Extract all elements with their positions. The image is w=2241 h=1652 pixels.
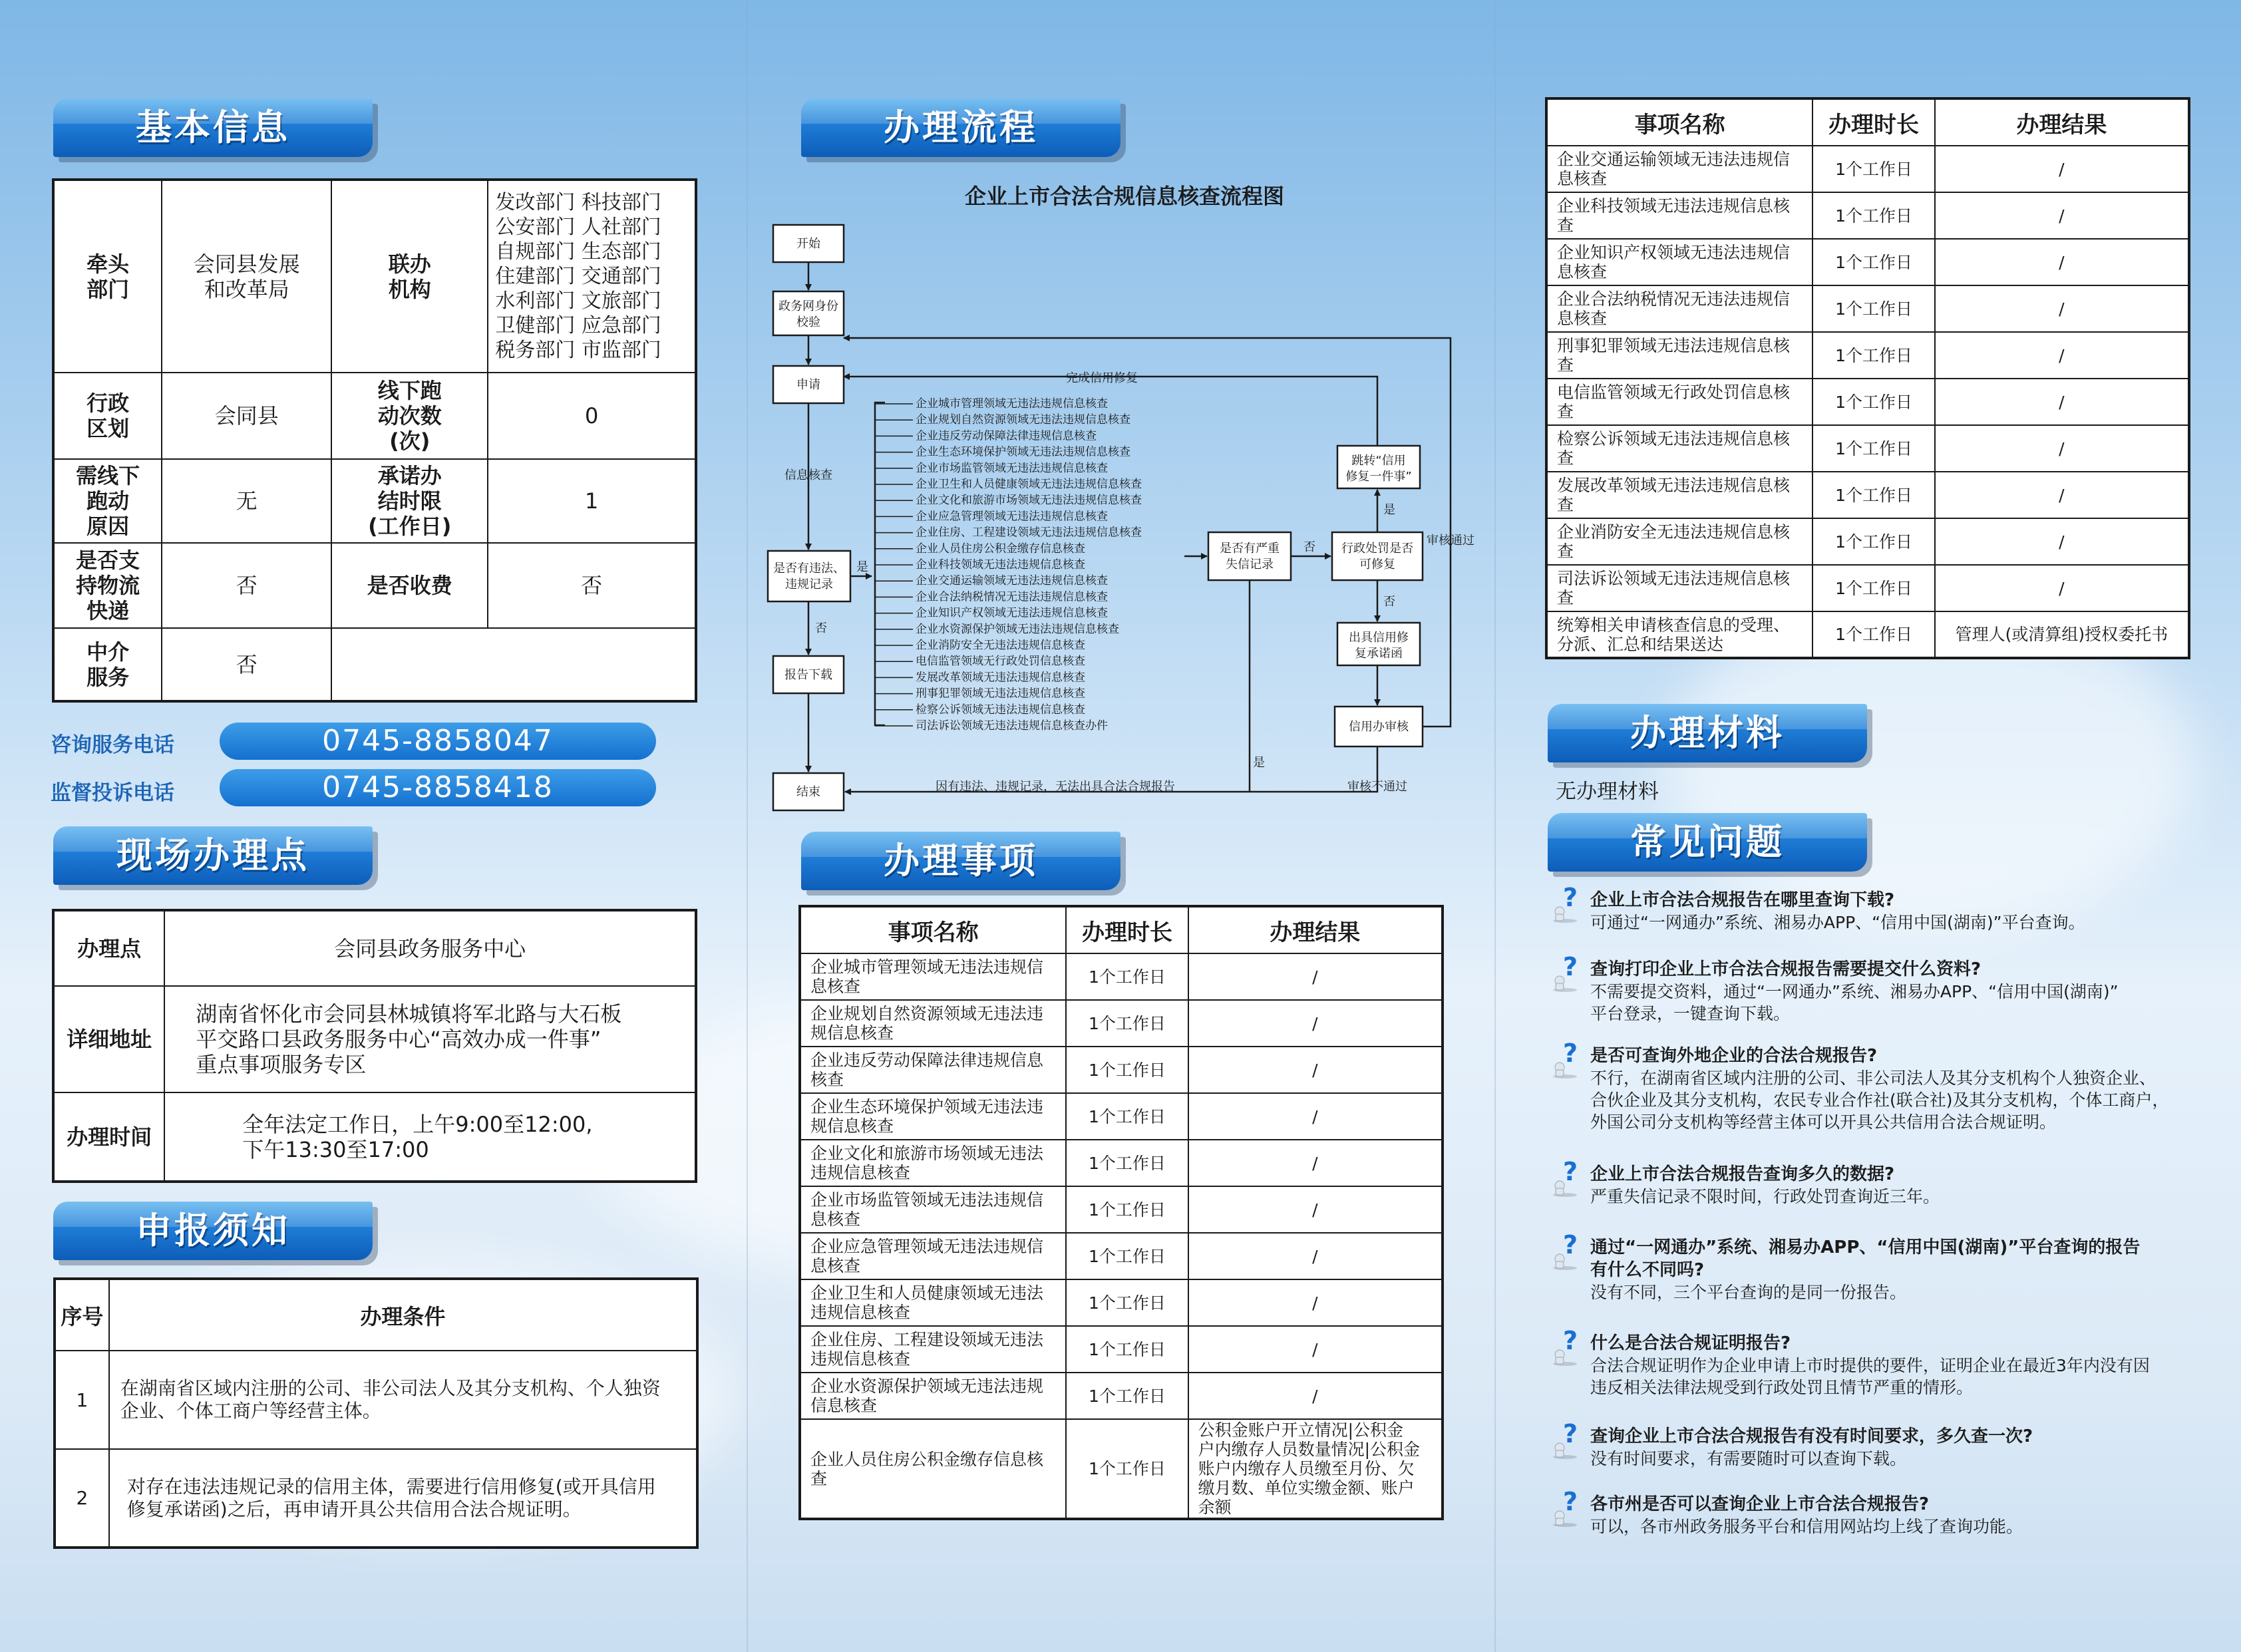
matter-time: 1个工作日 [1066,1047,1188,1093]
consult-phone-label: 咨询服务电话 [51,733,174,757]
matter-time: 1个工作日 [1812,192,1934,239]
flow-text-yes3: 是 [1253,756,1265,770]
faq-item [1550,1490,2216,1538]
matter-name: 企业卫生和人员健康领域无违法 违规信息核查 [800,1279,1066,1326]
faq-answer: 没有不同，三个平台查询的是同一份报告。 [1590,1283,1907,1302]
logistics-label: 是否支 持物流 快递 [53,543,162,628]
empty-cell [331,628,696,701]
matter-result: / [1935,285,2189,332]
faq-question: 各市州是否可以查询企业上市合法合规报告? [1590,1494,1930,1514]
svg-text:?: ? [1562,1422,1578,1448]
svg-text:?: ? [1562,1234,1578,1259]
matter-name: 企业生态环境保护领域无违法违 规信息核查 [800,1093,1066,1140]
faq-answer: 没有时间要求，有需要随时可以查询下载。 [1590,1449,1907,1468]
flow-text-promise2: 复承诺函 [1355,647,1403,661]
flow-check-item: 企业规划自然资源领域无违法违规信息核查 [916,413,1130,427]
section-title-materials: 办理材料 [1548,704,1867,762]
matter-result: / [1935,565,2189,611]
table-row [1546,332,2189,379]
materials-text: 无办理材料 [1556,780,1659,804]
flow-text-yes: 是 [856,560,868,574]
table-row [800,1140,1443,1186]
flow-check-item: 司法诉讼领域无违法违规信息核查办件 [916,719,1108,733]
matter-result: / [1188,1279,1443,1326]
notice-row-cond: 对存在违法违规记录的信用主体，需要进行信用修复(或开具信用 修复承诺函)之后，再申请开具公共信用合法合规证明。 [109,1449,697,1548]
table-row [800,1326,1443,1373]
table-row [1546,379,2189,425]
faq-question: 是否可查询外地企业的合法合规报告? [1590,1046,1878,1066]
table-row [1546,472,2189,518]
matter-name: 刑事犯罪领域无违法违规信息核 查 [1546,332,1812,379]
notice-table [53,1277,699,1549]
flow-text-check: 信息核查 [784,468,832,482]
matter-time: 1个工作日 [1812,425,1934,472]
flow-check-item: 企业应急管理领域无违法违规信息核查 [916,510,1108,524]
matters-table [798,905,1444,1520]
svg-text:?: ? [1562,1490,1578,1516]
flow-text-end-note: 因有违法、违规记录，无法出具合法合规报告 [936,780,1175,794]
flow-text-q3a: 行政处罚是否 [1341,542,1413,556]
faq-answer: 合法合规证明作为企业申请上市时提供的要件，证明企业在最近3年内没有因 违反相关法律法规受到行政处罚且情节严重的情形。 [1590,1356,2150,1397]
flow-check-item: 企业生态环境保护领域无违法违规信息核查 [916,445,1130,459]
matter-name: 企业合法纳税情况无违法违规信 息核查 [1546,285,1812,332]
matter-time: 1个工作日 [1066,1233,1188,1279]
matter-name: 企业违反劳动保障法律违规信息 核查 [800,1047,1066,1093]
matter-result: / [1935,332,2189,379]
lead-dept-label: 牵头 部门 [53,180,162,373]
matters2-col-name: 事项名称 [1546,98,1812,146]
matters-col-result: 办理结果 [1188,906,1443,953]
visits-label: 线下跑 动次数 (次) [331,373,488,459]
matter-name: 企业规划自然资源领域无违法违 规信息核查 [800,1000,1066,1047]
site-address-value: 湖南省怀化市会同县林城镇将军北路与大石板 平交路口县政务服务中心“高效办成一件事” 重点事项服务专区 [164,986,696,1092]
matter-name: 检察公诉领域无违法违规信息核 查 [1546,425,1812,472]
flow-check-item: 企业城市管理领域无违法违规信息核查 [916,397,1108,411]
flow-check-item: 企业违反劳动保障法律违规信息核查 [916,429,1097,443]
flow-text-review-fail: 审核不通过 [1347,780,1407,794]
faq-answer: 不需要提交资料，通过“一网通办”系统、湘易办APP、“信用中国(湖南)” 平台登录，一键查询下载。 [1590,982,2119,1023]
matter-name: 司法诉讼领域无违法违规信息核 查 [1546,565,1812,611]
matter-time: 1个工作日 [1066,953,1188,1000]
agency-value: 否 [162,628,331,701]
faq-item [1550,1042,2216,1133]
notice-row-no: 2 [55,1449,109,1548]
flow-text-review-pass: 审核通过 [1427,534,1474,548]
matters2-col-result: 办理结果 [1935,98,2189,146]
matter-name: 企业人员住房公积金缴存信息核 查 [800,1419,1066,1519]
table-row [800,1279,1443,1326]
notice-col-no: 序号 [55,1279,109,1351]
onsite-table [52,909,697,1183]
table-row [800,1233,1443,1279]
table-row [1546,518,2189,565]
question-icon [1550,955,1584,993]
matter-result: / [1935,146,2189,192]
table-row [1546,239,2189,285]
matter-result: / [1188,1093,1443,1140]
flow-text-yes2: 是 [1383,503,1395,517]
section-title-onsite: 现场办理点 [53,826,373,885]
region-value: 会同县 [162,373,331,459]
faq-question: 查询企业上市合法合规报告有没有时间要求，多久查一次? [1590,1426,2033,1446]
limit-value: 1 [488,459,696,543]
table-row [1546,425,2189,472]
faq-item [1550,955,2216,1025]
reason-value: 无 [162,459,331,543]
flow-text-promise1: 出具信用修 [1349,631,1409,645]
matter-name: 企业科技领域无违法违规信息核 查 [1546,192,1812,239]
matter-result: / [1188,1000,1443,1047]
flow-check-item: 企业合法纳税情况无违法违规信息核查 [916,590,1108,604]
faq-question: 查询打印企业上市合法合规报告需要提交什么资料? [1590,959,1982,979]
fold-line-1 [747,0,748,1652]
matter-name: 企业应急管理领域无违法违规信 息核查 [800,1233,1066,1279]
svg-text:?: ? [1562,1329,1578,1355]
question-icon [1550,1329,1584,1367]
matter-result: / [1188,1326,1443,1373]
flow-check-item: 企业人员住房公积金缴存信息核查 [916,542,1085,556]
flow-check-item: 发展改革领域无违法违规信息核查 [916,671,1085,685]
matter-result: 管理人(或清算组)授权委托书 [1935,611,2189,658]
matter-time: 1个工作日 [1812,146,1934,192]
faq-item [1550,1160,2216,1208]
question-icon [1550,1234,1584,1271]
matter-time: 1个工作日 [1812,472,1934,518]
matter-name: 统筹相关申请核查信息的受理、 分派、汇总和结果送达 [1546,611,1812,658]
lead-dept-value: 会同县发展 和改革局 [162,180,331,373]
matter-name: 电信监管领域无行政处罚信息核 查 [1546,379,1812,425]
faq-answer: 不行，在湖南省区域内注册的公司、非公司法人及其分支机构个人独资企业、 合伙企业及其分支机构，农民专业合作社(联合社)及其分支机构，个体工商户， 外国公司分支机构等经营主体可以开具公共信用合法合规证明。 [1590,1069,2169,1132]
flow-text-verify1: 政务网身份 [778,299,838,313]
table-row [1546,192,2189,239]
faq-answer: 可通过“一网通办”系统、湘易办APP、“信用中国(湖南)”平台查询。 [1590,913,2085,932]
fee-label: 是否收费 [331,543,488,628]
faq-item [1550,886,2216,933]
agency-label: 中介 服务 [53,628,162,701]
flow-check-item: 企业卫生和人员健康领域无违法违规信息核查 [916,478,1142,491]
matter-result: / [1188,1140,1443,1186]
matter-name: 企业城市管理领域无违法违规信 息核查 [800,953,1066,1000]
flow-text-jump1: 跳转“信用 [1351,454,1406,468]
flow-text-apply: 申请 [796,378,820,392]
visits-value: 0 [488,373,696,459]
flow-check-item: 企业科技领域无违法违规信息核查 [916,558,1085,572]
table-row [800,1000,1443,1047]
matter-time: 1个工作日 [1066,1279,1188,1326]
question-icon [1550,1422,1584,1460]
flow-text-q1a: 是否有违法、 [773,562,845,576]
faq-item [1550,1329,2216,1399]
matters-col-name: 事项名称 [800,906,1066,953]
section-title-basic-info: 基本信息 [53,98,373,157]
faq-answer: 严重失信记录不限时间，行政处罚查询近三年。 [1590,1187,1940,1206]
matter-name: 企业交通运输领域无违法违规信 息核查 [1546,146,1812,192]
matters-table-continued [1545,97,2190,659]
matter-name: 企业消防安全无违法违规信息核 查 [1546,518,1812,565]
flow-text-no2: 否 [1303,540,1315,554]
matter-result: / [1935,425,2189,472]
matter-time: 1个工作日 [1812,379,1934,425]
flow-text-end: 结束 [796,785,820,799]
complaint-phone-label: 监督投诉电话 [51,781,174,805]
matter-result: / [1188,1233,1443,1279]
svg-text:?: ? [1562,955,1578,981]
flow-check-item: 企业知识产权领域无违法违规信息核查 [916,606,1108,620]
logistics-value: 否 [162,543,331,628]
table-row [800,1186,1443,1233]
flow-node-q1 [768,551,850,601]
matter-time: 1个工作日 [1812,239,1934,285]
section-title-notice: 申报须知 [53,1202,373,1260]
flow-text-q2b: 失信记录 [1226,558,1274,572]
flow-text-verify2: 校验 [796,315,820,329]
matter-time: 1个工作日 [1066,1093,1188,1140]
table-row [800,1419,1443,1519]
flow-check-item: 企业住房、工程建设领域无违法违规信息核查 [916,526,1142,540]
table-row [1546,611,2189,658]
flowchart-title: 企业上市合法合规信息核查流程图 [964,184,1284,209]
faq-question: 什么是合法合规证明报告? [1590,1333,1791,1353]
flow-check-item: 电信监管领域无行政处罚信息核查 [916,655,1085,669]
matter-result: / [1188,1186,1443,1233]
matter-time: 1个工作日 [1066,1419,1188,1519]
site-point-label: 办理点 [53,910,164,986]
flow-check-item: 企业文化和旅游市场领域无违法违规信息核查 [916,494,1142,508]
site-hours-label: 办理时间 [53,1092,164,1182]
section-title-process: 办理流程 [801,98,1120,157]
faq-question: 企业上市合法合规报告在哪里查询下载? [1590,890,1895,910]
matter-name: 企业住房、工程建设领域无违法 违规信息核查 [800,1326,1066,1373]
flow-node-q2 [1208,532,1291,580]
reason-label: 需线下 跑动 原因 [53,459,162,543]
matter-name: 企业文化和旅游市场领域无违法 违规信息核查 [800,1140,1066,1186]
matter-time: 1个工作日 [1812,611,1934,658]
matter-time: 1个工作日 [1066,1326,1188,1373]
matter-time: 1个工作日 [1812,518,1934,565]
matter-name: 企业市场监管领域无违法违规信 息核查 [800,1186,1066,1233]
flow-text-q2a: 是否有严重 [1220,542,1280,556]
table-row [800,1093,1443,1140]
matter-time: 1个工作日 [1066,1373,1188,1419]
consult-phone-number: 0745-8858047 [220,723,656,760]
notice-col-cond: 办理条件 [109,1279,697,1351]
matter-time: 1个工作日 [1066,1000,1188,1047]
site-point-value: 会同县政务服务中心 [164,910,696,986]
matter-result: / [1935,518,2189,565]
question-icon [1550,1160,1584,1198]
matters2-col-time: 办理时长 [1812,98,1934,146]
flowchart [759,213,1490,825]
question-icon [1550,1042,1584,1079]
matter-time: 1个工作日 [1066,1140,1188,1186]
flow-text-q1b: 违规记录 [785,578,833,591]
flow-node-q3 [1332,532,1423,580]
site-hours-value: 全年法定工作日，上午9:00至12:00, 下午13:30至17:00 [164,1092,696,1182]
faq-item [1550,1422,2216,1470]
matter-time: 1个工作日 [1066,1186,1188,1233]
matter-result: / [1188,1047,1443,1093]
region-label: 行政 区划 [53,373,162,459]
basic-info-table [52,178,697,703]
site-address-label: 详细地址 [53,986,164,1092]
matter-name: 发展改革领域无违法违规信息核 查 [1546,472,1812,518]
svg-text:?: ? [1562,1042,1578,1068]
matter-result: / [1935,192,2189,239]
question-icon [1550,886,1584,923]
flow-check-item: 企业水资源保护领域无违法违规信息核查 [916,622,1119,636]
section-title-faq: 常见问题 [1548,813,1867,872]
svg-text:?: ? [1562,1160,1578,1186]
flow-text-jump2: 修复一件事” [1345,470,1412,484]
matters-col-time: 办理时长 [1066,906,1188,953]
matter-time: 1个工作日 [1812,565,1934,611]
matter-result: / [1935,239,2189,285]
flow-text-q3b: 可修复 [1359,558,1395,572]
fold-line-2 [1494,0,1496,1652]
matter-name: 企业水资源保护领域无违法违规 信息核查 [800,1373,1066,1419]
faq-answer: 可以，各市州政务服务平台和信用网站均上线了查询功能。 [1590,1517,2023,1536]
matter-time: 1个工作日 [1812,285,1934,332]
matter-name: 企业知识产权领域无违法违规信 息核查 [1546,239,1812,285]
notice-row-cond: 在湖南省区域内注册的公司、非公司法人及其分支机构、个人独资 企业、个体工商户等经营主体。 [109,1351,697,1449]
complaint-phone-number: 0745-8858418 [220,769,656,806]
flow-check-item: 企业消防安全无违法违规信息核查 [916,639,1085,652]
flow-text-repair-done: 完成信用修复 [1066,371,1138,385]
svg-text:?: ? [1562,886,1578,912]
flow-check-item: 刑事犯罪领域无违法违规信息核查 [916,687,1085,701]
flow-text-start: 开始 [796,237,820,251]
matter-result: / [1935,472,2189,518]
faq-question: 通过“一网通办”系统、湘易办APP、“信用中国(湖南)”平台查询的报告 有什么不同吗? [1590,1238,2141,1280]
table-row [800,1373,1443,1419]
table-row [800,1047,1443,1093]
joint-agency-label: 联办 机构 [331,180,488,373]
question-icon [1550,1490,1584,1528]
flow-text-report: 报告下载 [784,668,832,682]
matter-result: / [1935,379,2189,425]
matter-result: 公积金账户开立情况|公积金 户内缴存人员数量情况|公积金 账户内缴存人员缴至月份、欠 缴月数、单位实缴金额、账户 余额 [1188,1419,1443,1519]
flow-text-no3: 否 [1383,595,1395,609]
section-title-matters: 办理事项 [801,832,1120,890]
matter-time: 1个工作日 [1812,332,1934,379]
faq-question: 企业上市合法合规报告查询多久的数据? [1590,1164,1895,1184]
table-row [800,953,1443,1000]
limit-label: 承诺办 结时限 (工作日) [331,459,488,543]
fee-value: 否 [488,543,696,628]
flow-text-review: 信用办审核 [1349,720,1409,734]
matter-result: / [1188,1373,1443,1419]
flow-check-item: 企业市场监管领域无违法违规信息核查 [916,461,1108,475]
flow-text-no: 否 [815,621,827,635]
faq-item [1550,1236,2216,1303]
notice-row-no: 1 [55,1351,109,1449]
joint-agency-value: 发改部门 科技部门 公安部门 人社部门 自规部门 生态部门 住建部门 交通部门 水利部门 文旅部门 卫健部门 应急部门 税务部门 市监部门 [488,180,696,373]
matter-result: / [1188,953,1443,1000]
flow-check-item: 检察公诉领域无违法违规信息核查 [916,703,1085,717]
table-row [1546,285,2189,332]
table-row [1546,565,2189,611]
table-row [1546,146,2189,192]
flow-check-item: 企业交通运输领域无违法违规信息核查 [916,574,1108,588]
